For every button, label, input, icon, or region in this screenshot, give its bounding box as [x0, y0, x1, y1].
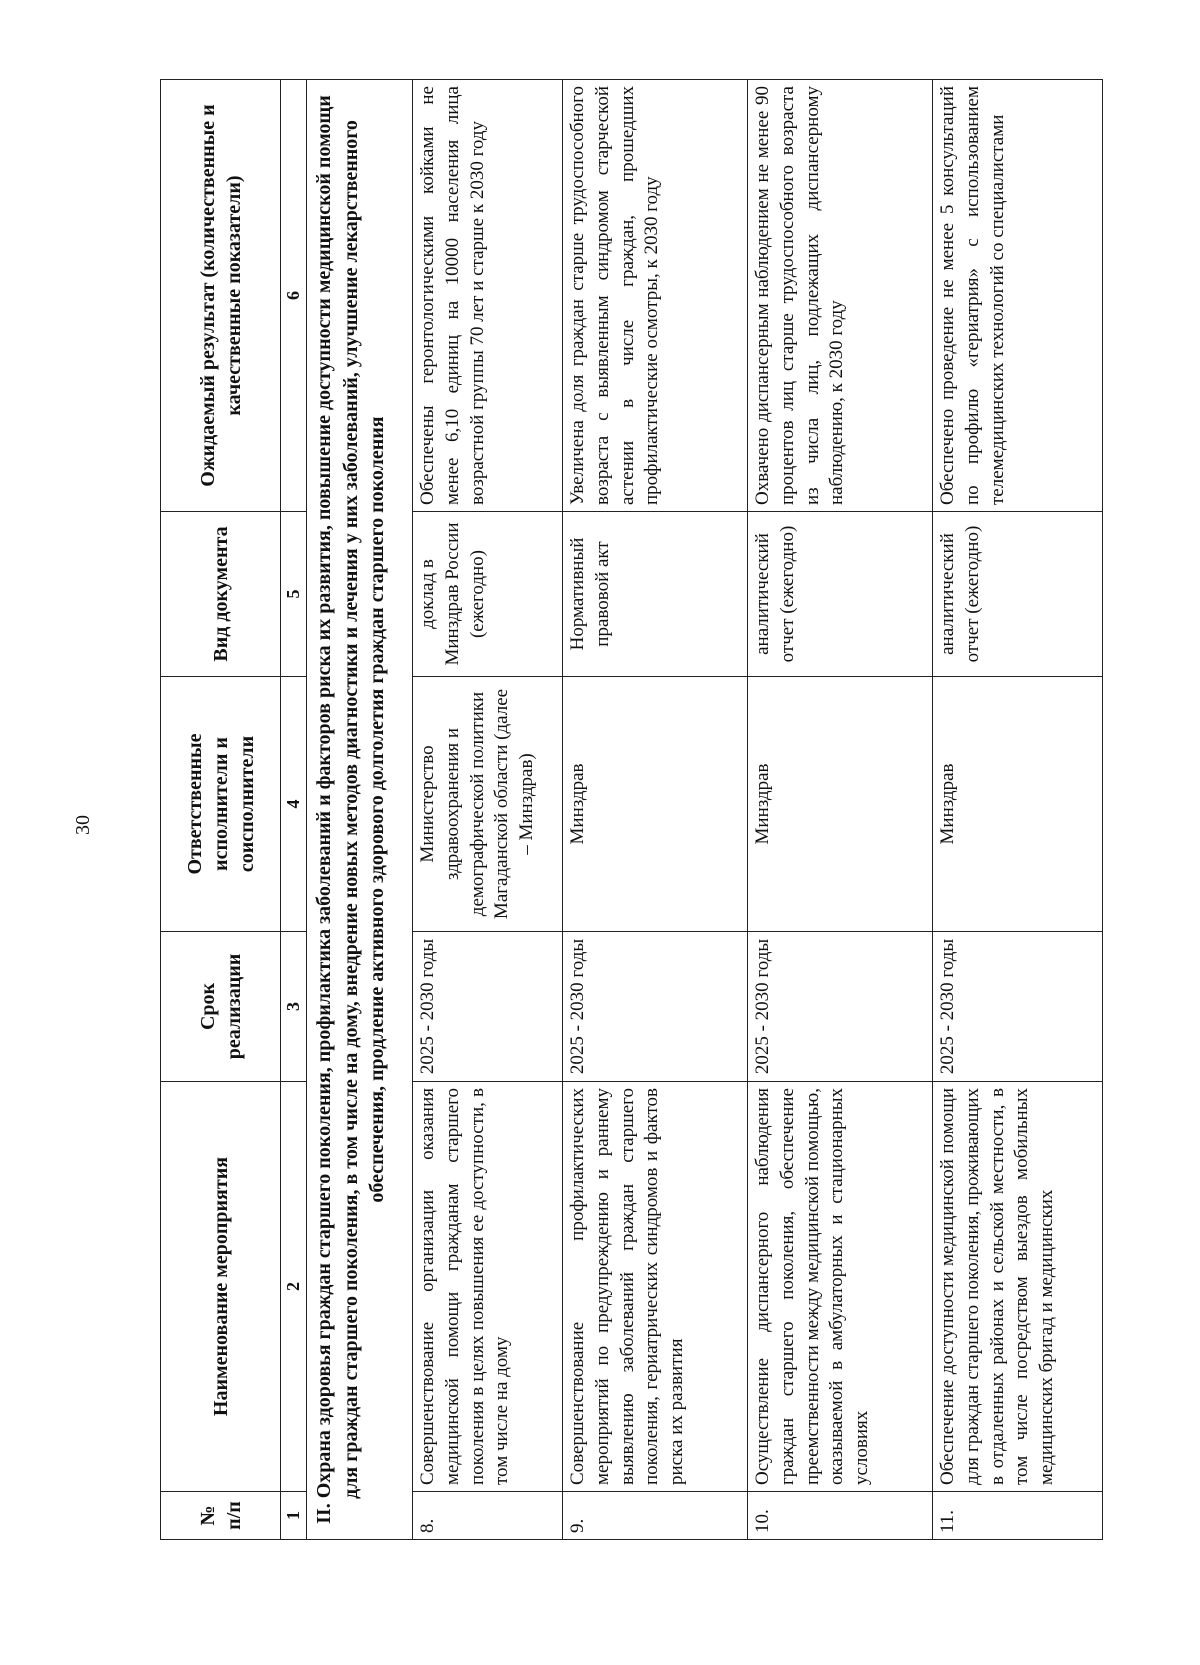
implementation-term: 2025 - 2030 годы [748, 932, 933, 1082]
header-exec: Ответственные исполнители и соисполнители [161, 677, 281, 932]
measure-name: Осуществление диспансерного наблюдения граждан старшего поколения, обеспечение преемственности между медицинской помощью, оказываемой в амбулаторных и стационарных условиях [748, 1082, 933, 1492]
document-type: доклад в Минздрав России (ежегодно) [413, 512, 563, 677]
column-number: 1 [281, 1492, 307, 1540]
document-type: Нормативный правовой акт [563, 512, 748, 677]
measure-name: Обеспечение доступности медицинской помощи для граждан старшего поколения, проживающих в отдаленных районах и сельской местности, в том числе посредством выездов мобильных медицинских бригад и медицинских [933, 1082, 1103, 1492]
page-number: 30 [72, 815, 94, 835]
expected-result: Обеспечено проведение не менее 5 консультаций по профилю «гериатрия» с использованием телемедицинских технологий со специалистами [933, 80, 1103, 512]
section-row [307, 80, 413, 1540]
column-number: 3 [281, 932, 307, 1082]
column-number: 6 [281, 80, 307, 512]
header-term: Срок реализации [161, 932, 281, 1082]
measure-name: Совершенствование организации оказания медицинской помощи гражданам старшего поколения в целях повышения ее доступности, в том числе на дому [413, 1082, 563, 1492]
document-type: аналитический отчет (ежегодно) [748, 512, 933, 677]
implementation-term: 2025 - 2030 годы [933, 932, 1103, 1082]
responsible-executor: Министерство здравоохранения и демографической политики Магаданской области (далее – Минздрав) [413, 677, 563, 932]
header-name: Наименование мероприятия [161, 1082, 281, 1492]
implementation-term: 2025 - 2030 годы [413, 932, 563, 1082]
measure-name: Совершенствование профилактических мероприятий по предупреждению и раннему выявлению заболеваний граждан старшего поколения, гериатрических синдромов и фактов риска их развития [563, 1082, 748, 1492]
expected-result: Охвачено диспансерным наблюдением не менее 90 процентов лиц старше трудоспособного возраста из числа лиц, подлежащих диспансерному наблюдению, к 2030 году [748, 80, 933, 512]
document-type: аналитический отчет (ежегодно) [933, 512, 1103, 677]
header-doc: Вид документа [161, 512, 281, 677]
rotated-page [72, 80, 1058, 1540]
responsible-executor: Минздрав [748, 677, 933, 932]
row-number: 11. [933, 1492, 1103, 1540]
header-result: Ожидаемый результат (количественные и качественные показатели) [161, 80, 281, 512]
row-number: 9. [563, 1492, 748, 1540]
measures-table [160, 79, 1103, 1540]
row-number: 8. [413, 1492, 563, 1540]
expected-result: Обеспечены геронтологическими койками не менее 6,10 единиц на 10000 населения лица возрастной группы 70 лет и старше к 2030 году [413, 80, 563, 512]
column-number-row [281, 80, 307, 1540]
section-title: II. Охрана здоровья граждан старшего поколения, профилактика заболеваний и факторов риска их развития, повышение доступности медицинской помощи для граждан старшего поколения, в том числе на дому, внедрение новых методов диагностики и лечения у них заболеваний, улучшение лекарственного обеспечения, продление активного здорового долголетия граждан старшего поколения [307, 80, 413, 1540]
column-number: 5 [281, 512, 307, 677]
column-number: 4 [281, 677, 307, 932]
responsible-executor: Минздрав [563, 677, 748, 932]
table-row [748, 80, 933, 1540]
column-number: 2 [281, 1082, 307, 1492]
table-row [563, 80, 748, 1540]
responsible-executor: Минздрав [933, 677, 1103, 932]
implementation-term: 2025 - 2030 годы [563, 932, 748, 1082]
header-num: № п/п [161, 1492, 281, 1540]
table-row [933, 80, 1103, 1540]
header-row [161, 80, 281, 1540]
row-number: 10. [748, 1492, 933, 1540]
table-row [413, 80, 563, 1540]
expected-result: Увеличена доля граждан старше трудоспособного возраста с выявленным синдромом старческой астении в числе граждан, прошедших профилактические осмотры, к 2030 году [563, 80, 748, 512]
